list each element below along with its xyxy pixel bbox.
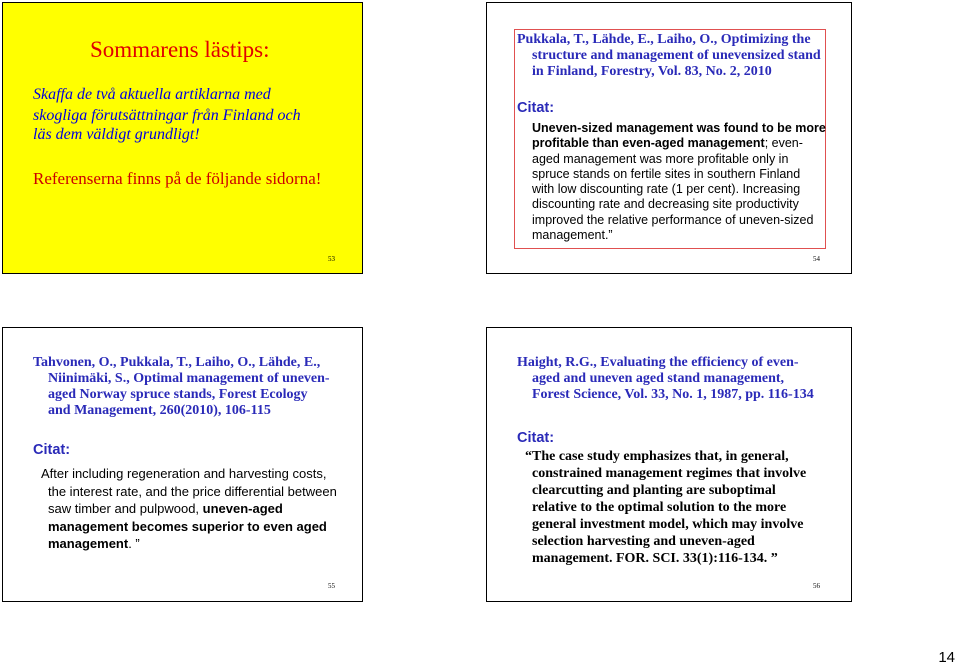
quote-bold: general investment model, which may involve: [532, 517, 804, 532]
ref-line: aged and uneven aged stand management,: [532, 371, 785, 386]
ref-line: Forest Science, Vol. 33, No. 1, 1987, pp. 116-134: [532, 387, 814, 402]
ref-line: Haight, R.G., Evaluating the efficiency of even-: [517, 355, 799, 370]
citat-label: Citat:: [517, 100, 555, 116]
slide-56: [486, 327, 852, 602]
reference: [33, 355, 330, 419]
page-number: 14: [938, 649, 955, 666]
reference: [517, 355, 814, 403]
quote-text: . ”: [128, 536, 140, 551]
quote-text: management.”: [532, 228, 613, 243]
quote-bold: relative to the optimal solution to the more: [532, 500, 787, 515]
quote-bold: management. FOR. SCI. 33(1):116-134. ”: [532, 551, 778, 566]
slide-title: Sommarens lästips:: [90, 37, 270, 62]
quote-bold: management becomes superior to even aged: [48, 518, 327, 534]
italic-line-3: läs dem väldigt grundligt!: [33, 126, 200, 143]
quote-text: spruce stands on fertile sites in southern Finland: [532, 166, 801, 181]
italic-line-2: skogliga förutsättningar från Finland och: [33, 107, 301, 124]
reference-note: Referenserna finns på de följande sidorna!: [33, 169, 322, 188]
quote-text: improved the relative performance of uneven-sized: [532, 212, 814, 227]
quote-bold: “The case study emphasizes that, in general,: [525, 449, 789, 464]
quote-text: with low discounting rate (1 per cent). Increasing: [532, 182, 801, 197]
ref-line: structure and management of unevensized stand: [532, 48, 821, 63]
quote: [517, 448, 806, 567]
quote-bold: constrained management regimes that involve: [532, 466, 807, 481]
quote-text: discounting rate and decreasing site productivity: [532, 197, 799, 212]
slide-number: 56: [813, 582, 820, 590]
slide-53: [2, 2, 363, 274]
quote-text: After including regeneration and harvesting costs,: [41, 466, 327, 481]
slide-54: [486, 2, 852, 274]
reference: [517, 32, 821, 80]
quote: [33, 465, 337, 553]
quote-text: the interest rate, and the price differential between: [48, 483, 337, 499]
ref-line: in Finland, Forestry, Vol. 83, No. 2, 2010: [532, 64, 772, 79]
quote-bold: clearcutting and planting are suboptimal: [532, 483, 776, 498]
quote: [517, 121, 826, 243]
slide-55: [2, 327, 363, 602]
quote-text: ; even-: [764, 136, 803, 151]
ref-line: Tahvonen, O., Pukkala, T., Laiho, O., Lähde, E.,: [33, 355, 321, 370]
quote-bold: Uneven-sized management was found to be more: [532, 121, 826, 135]
italic-line-1: Skaffa de två aktuella artiklarna med: [33, 86, 271, 103]
citat-label: Citat:: [517, 430, 555, 446]
quote-bold: uneven-aged: [202, 501, 283, 516]
slide-number: 54: [813, 255, 820, 263]
quote-bold: management: [48, 536, 129, 551]
quote-bold: profitable than even-aged management: [532, 136, 765, 151]
slide-number: 55: [328, 582, 335, 590]
quote-text: saw timber and pulpwood,: [48, 501, 203, 516]
quote-text: aged management was more profitable only in: [532, 151, 789, 166]
ref-line: Niinimäki, S., Optimal management of uneven-: [48, 371, 330, 386]
quote-bold: selection harvesting and uneven-aged: [532, 534, 755, 549]
ref-line: aged Norway spruce stands, Forest Ecology: [48, 387, 308, 402]
ref-line: Pukkala, T., Lähde, E., Laiho, O., Optimizing the: [517, 32, 811, 47]
slide-number: 53: [328, 255, 335, 263]
ref-line: and Management, 260(2010), 106-115: [48, 403, 271, 418]
citat-label: Citat:: [33, 442, 71, 458]
